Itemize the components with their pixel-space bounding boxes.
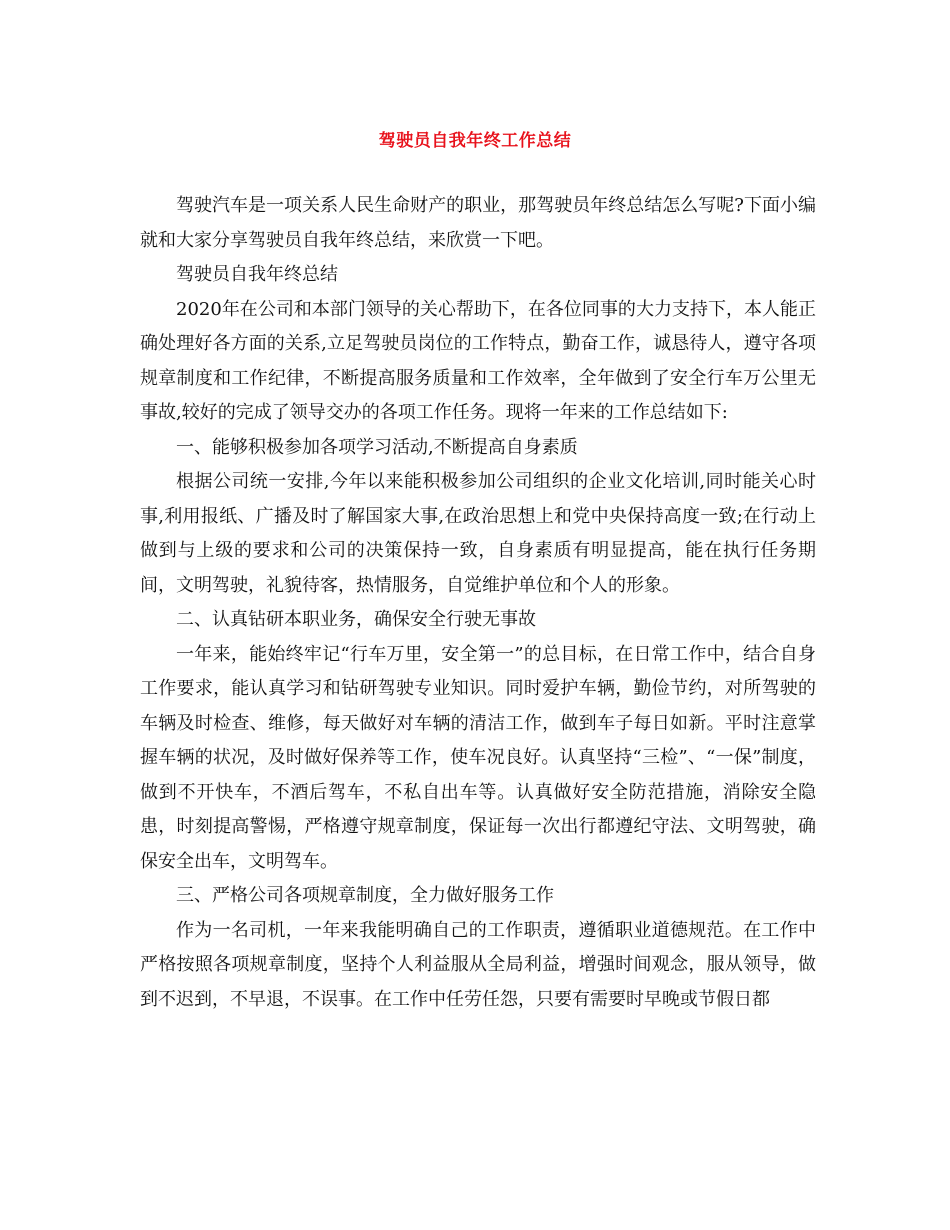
section-heading-3: 三、严格公司各项规章制度，全力做好服务工作 (176, 885, 554, 906)
subtitle-paragraph: 驾驶员自我年终总结 (176, 264, 338, 285)
document-title: 驾驶员自我年终工作总结 (378, 131, 572, 151)
section-heading-2: 二、认真钻研本职业务，确保安全行驶无事故 (176, 609, 536, 630)
document-body (140, 189, 816, 1017)
section-body-2: 一年来，能始终牢记“行车万里，安全第一”的总目标，在日常工作中，结合自身工作要求，能认真学习和钻研驾驶专业知识。同时爱护车辆，勤俭节约，对所驾驶的车辆及时检查、维修，每天做好对车辆的清洁工作，做到车子每日如新。平时注意掌握车辆的状况，及时做好保养等工作，使车况良好。认真坚持“三检”、“一保”制度，做到不开快车，不酒后驾车，不私自出车等。认真做好安全防范措施，消除安全隐患，时刻提高警惕，严格遵守规章制度，保证每一次出行都遵纪守法、文明驾驶，确保安全出车，文明驾车。 (140, 643, 816, 872)
section-body-3: 作为一名司机，一年来我能明确自己的工作职责，遵循职业道德规范。在工作中严格按照各项规章制度，坚持个人利益服从全局利益，增强时间观念，服从领导，做到不迟到，不早退，不误事。在工作中任劳任怨，只要有需要时早晚或节假日都 (140, 919, 816, 1010)
overview-paragraph: 2020年在公司和本部门领导的关心帮助下，在各位同事的大力支持下，本人能正确处理好各方面的关系,立足驾驶员岗位的工作特点，勤奋工作，诚恳待人，遵守各项规章制度和工作纪律，不断提高服务质量和工作效率，全年做到了安全行车万公里无事故,较好的完成了领导交办的各项工作任务。现将一年来的工作总结如下: (140, 298, 816, 423)
section-heading-1: 一、能够积极参加各项学习活动,不断提高自身素质 (176, 436, 578, 458)
intro-paragraph: 驾驶汽车是一项关系人民生命财产的职业，那驾驶员年终总结怎么写呢?下面小编就和大家分享驾驶员自我年终总结，来欣赏一下吧。 (140, 195, 816, 251)
section-body-1: 根据公司统一安排,今年以来能积极参加公司组织的企业文化培训,同时能关心时事,利用报纸、广播及时了解国家大事,在政治思想上和党中央保持高度一致;在行动上做到与上级的要求和公司的决策保持一致，自身素质有明显提高，能在执行任务期间，文明驾驶，礼貌待客，热情服务，自觉维护单位和个人的形象。 (140, 471, 816, 596)
